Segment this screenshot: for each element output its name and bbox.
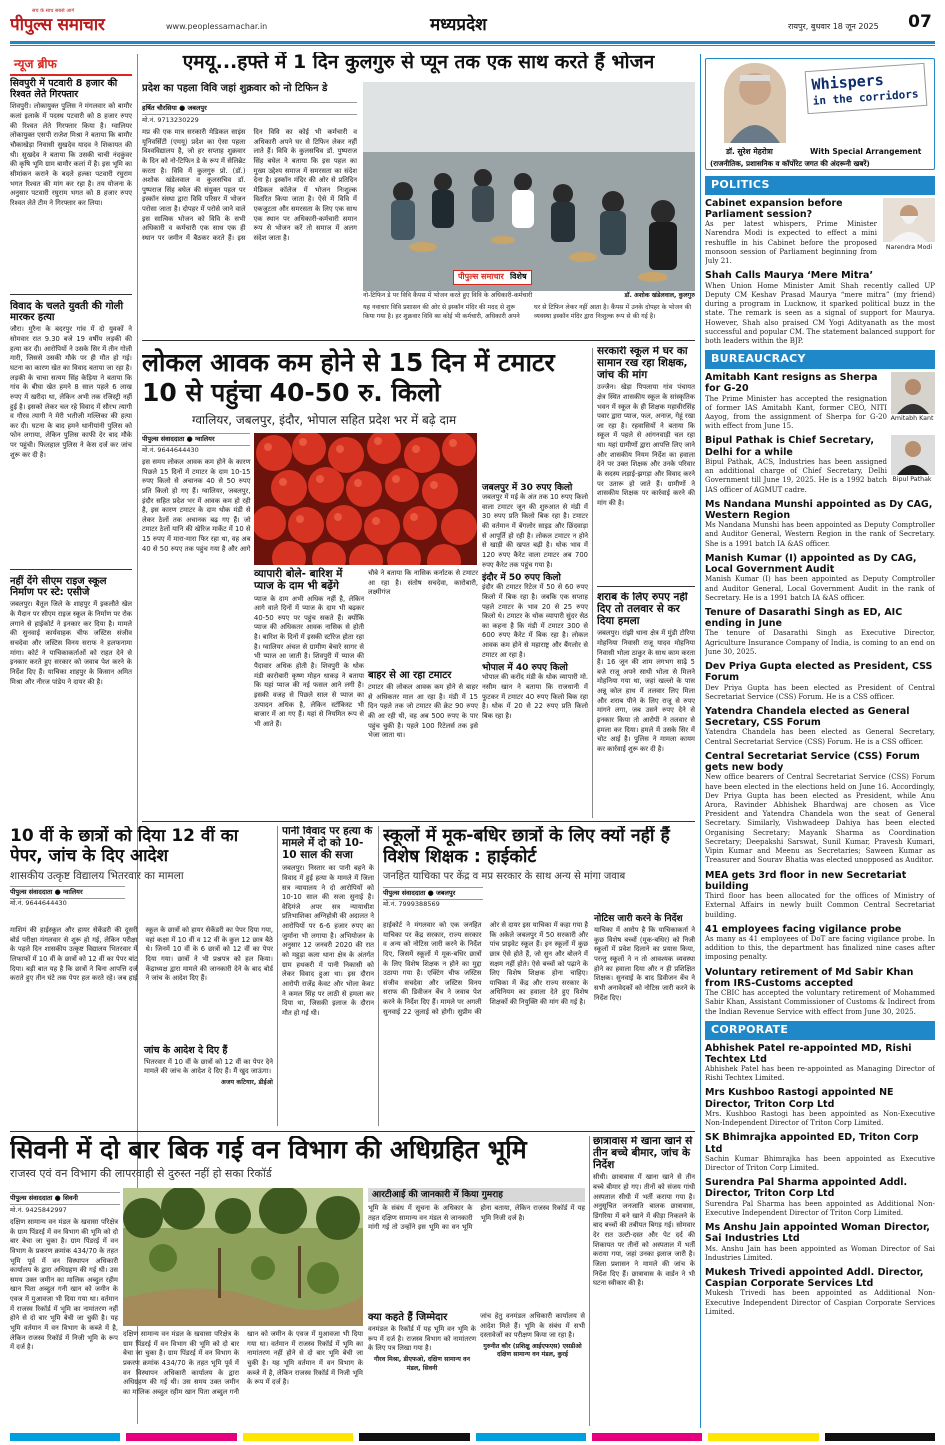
byline-name: पीपुल्स संवाददाता: [10, 887, 53, 896]
modi-portrait-illustration: [883, 198, 935, 242]
order-headline: जांच के आदेश दे दिए हैं: [144, 1045, 228, 1056]
politics-body: When Union Home Minister Amit Shah recently called UP Deputy CM Keshav Prasad Maurya “mere mitra” (my friend) during a program in Lucknow, it sparked political buzz in the state. The remark is seen as a signal of support for Maurya. However, Shah also praised CM Yogi Adityanath as the most successful and popular CM. The statement balanced support for both leaders within the BJP.: [705, 281, 935, 346]
forest-land-illustration: [123, 1188, 363, 1326]
bhumi-quote-by: गुरुनीत कौर (प्रशिक्षु आईएफएस) एसडीओ दक्षिण सामान्य वन मंडल, कुरई: [483, 1342, 582, 1359]
trader-body: प्याज के दाम अभी अधिक नहीं है, लेकिन आगे वाले दिनों में प्याज के दाम भी बढ़कर 40-50 रुपए पर पहुंच सकते हैं। क्योंकि प्याज की अधिकतर आवक नासिक से होती है। बारिश के दिनों में इसकी स्टॉरेज होता रहा है। ग्वालियर अंचल से ग्रामीण बेचारे सागर से भी प्याज आ जाती है। शिवपुरी में प्याज की पैदावार अधिक होती है। शिवपुरी के थोक मंडी कारोबारी कृष्ण मोहन धाकड़ ने बताया कि यहां प्याज की नई फसल आने लगी है। इसकी वजह से पिछले साल से प्याज का उत्पादन अधिक है, लेकिन स्टॉकिस्ट भी बाजार में आ गए हैं। यहां से नियमित रूप से भी आते हैं।: [254, 594, 364, 728]
masthead-logo: पीपुल्स समाचार: [10, 15, 105, 35]
bureaucracy-headline: Manish Kumar (I) appointed as Dy CAG, Local Government Audit: [705, 552, 917, 576]
whispers-subtitle: in the corridors: [812, 87, 919, 108]
jabalpur-body: जबलपुर में मई के अंत तक 10 रुपए किलो वाला टमाटर जून की शुरुआत से मंडी में 30 रुपए प्रति किलो बिक रहा है। टमाटर की वर्तमान में बेंगलोर साइड और छिंदवाड़ा से आपूर्ति हो रही है। लोकल टमाटर न होने से खाड़ी की खपत बढ़ी है। थोक भाव में 120 रुपए कैरेट वाला टमाटर अब 700 रुपए कैरेट तक पहुंच गया है।: [482, 493, 588, 569]
indore-body: इंदौर की टमाटर रिटेल में 50 से 60 रुपए किलो में बिक रहा है। जबकि एक सप्ताह पहले टमाटर के भाव 20 से 25 रुपए किलो थे। टमाटर के थोक व्यापारी सुंदर सेठ का कहना है कि मंडी में टमाटर 300 से 600 रुपए कैरेट में बिक रहा है। लोकल आवक कम होने से महाराष्ट्र और बैंगलोर से टमाटर आ रहा है।: [482, 583, 588, 659]
bhopal-headline: भोपाल में 40 रुपए किलो: [482, 663, 568, 674]
brief-body: शिवपुरी। लोकायुक्त पुलिस ने मंगलवार को बामौर कलां इलाके में पदस्थ पटवारी को 8 हजार रुपए की रिश्वत लेते गिरफ्तार किया है। ग्वालियर लोकायुक्त एसपी राजेश मिश्रा ने बताया कि बामौर चौकाखेड़ा निवासी सुखदेव यादव ने शिकायत की थी। सुखदेव ने बताया कि उसकी चाची नंदकुंवर की कृषि भूमि ग्राम बामौर कलां में है। इस भूमि का सीमांकन कराने के बदले हल्का पटवारी रघुराम भगत रिश्वत की मांग कर रहा है। तय योजना के अनुसार पटवारी रघुराम भगत को 8 हजार रुपए रिश्वत लेते टीम ने गिरफ्तार कर लिया।: [10, 102, 132, 207]
kant-photo: [891, 372, 935, 414]
pathak-photo: [891, 435, 935, 475]
bureaucracy-body: New office bearers of Central Secretariat Service (CSS) Forum have been elected in the elections held on June 16. Accordingly, Dev Priya Gupta has been elected as President, while Anu Arora, Ravinder Abhishek Bhardwaj are chosen as Vice President and Yatendra Chandela won the seat of General Secretary. Similarly, Vishwadeep Dahiya has been elected Organising Secretary; Mayank Sharma as Coordination Secretary; Deepakshi Sarswat, Sunil Kumar, Pravesh Kumari, Vipin Kumar and Meenu as Secretaries; Saween Kumar as Treasurer and Sourav Bhatia was elected unopposed as Auditor.: [705, 773, 935, 865]
bureaucracy-headline: 41 employees facing vigilance probe: [705, 923, 902, 935]
kya-box: [368, 1312, 476, 1428]
visesh-logo: पीपुल्स समाचार: [458, 272, 504, 281]
order-body: भितरवार में 10 वीं के छात्रों को 12 वीं का पेपर देने मामले की जांच के आदेश दे दिए हैं। मैं खुद जाऊंगा।: [144, 1057, 273, 1076]
bhumi-body-continued: दक्षिण सामान्य वन मंडल के खवासा परिक्षेत्र के ग्राम पिंडरई में वन विभाग की भूमि को दो बार बेचा जा चुका है। ग्राम पिंडरई में वन विभाग के प्रकरण क्रमांक 434/70 के तहत भूमि पूर्व में वन विस्थापन अधिकारी कार्यालय के द्वारा अधिग्रहण की गई थी। उस समय उक्त जमीन का मालिक अब्दुल रहीम खान पिता अब्दुल गनी खान को जमीन के एवज में मुआवजा भी दिया गया था। वर्तमान में राजस्व रिकॉर्ड में भूमि का नामांतरण नहीं होने से दो बार भूमि बेची जा चुकी है। यह भूमि वर्तमान में वन विभाग के कब्जे में है, लेकिन राजस्व रिकॉर्ड में निजी भूमि के रूप में दर्ज है।: [123, 1330, 363, 1396]
exam-byline: पीपुल्स संवाददाता ● ग्वालियर: [10, 886, 125, 899]
bhojan-mobile: मो.नं. 9713230229: [142, 116, 199, 124]
byline-location: ग्वालियर: [194, 435, 215, 443]
bureaucracy-headline: MEA gets 3rd floor in new Secretariat building: [705, 869, 907, 892]
brief-item: [10, 301, 132, 460]
corporate-body: Ms. Anshu Jain has been appointed as Woman Director of Sai Industries Limited.: [705, 1244, 935, 1262]
arrangement-label: With Special Arrangement: [810, 147, 922, 156]
bureaucracy-body: Third floor has been allocated for the offices of Ministry of External Affairs in newly built Common Central Secretariat building.: [705, 892, 935, 919]
whispers-header: [705, 58, 935, 170]
quote-text: यह नवाचार विवि प्रशासन की ओर से इस्कॉन मंदिर की मदद से शुरू किया गया है। हर शुक्रवार विवि का कोई भी कर्मचारी, अधिकारी अपने घर से टिफिन लेकर नहीं आता है। कैंपस में उनके दोपहर के भोजन की व्यवस्था इस्कॉन मंदिर द्वारा निःशुल्क रूप से की गई है।: [363, 304, 692, 320]
pathak-caption: Bipul Pathak: [892, 476, 932, 484]
masthead-tagline: सच के साथ सबसे आगे: [32, 8, 75, 14]
corporate-headline: Mrs Kushboo Rastogi appointed NE Director, Triton Corp Ltd: [705, 1087, 894, 1110]
divyang-headline: स्कूलों में मूक-बधिर छात्रों के लिए क्यों नहीं हैं विशेष शिक्षक : हाईकोर्ट: [383, 826, 670, 867]
visesh-label: विशेष: [509, 272, 527, 281]
bureaucracy-item: [705, 372, 935, 431]
divyang-byline: पीपुल्स संवाददाता ● जबलपुर: [383, 887, 483, 900]
bhumi-body: दक्षिण सामान्य वन मंडल के खवासा परिक्षेत्र के ग्राम पिंडरई में वन विभाग की भूमि को दो बार बेचा जा चुका है। ग्राम पिंडरई में वन विभाग के प्रकरण क्रमांक 434/70 के तहत भूमि पूर्व में वन विस्थापन अधिकारी कार्यालय के द्वारा अधिग्रहण की गई थी। उस समय उक्त जमीन का मालिक अब्दुल रहीम खान पिता अब्दुल गनी खान को जमीन के एवज में मुआवजा भी दिया गया था। वर्तमान में राजस्व रिकॉर्ड में भूमि का नामांतरण नहीं होने से दो बार भूमि बेची जा चुकी है। यह भूमि वर्तमान में वन विभाग के कब्जे में है, लेकिन राजस्व रिकॉर्ड में निजी भूमि के रूप में दर्ज है।: [10, 1218, 118, 1352]
bureaucracy-body: Yatendra Chandela has been elected as General Secretary, Central Secretariat Service (CSS) Forum. He is a CSS officer.: [705, 728, 935, 746]
exam-subhead: शासकीय उत्कृष्ट विद्यालय भितरवार का मामला: [10, 869, 184, 882]
people-eating-illustration: [363, 82, 695, 291]
brief-body: जबलपुर। बैतूल जिले के शाहपुर में इकलौते खेल के मैदान पर सीएम राइज स्कूल के निर्माण पर रोक लगाने से हाईकोर्ट ने इनकार कर दिया है। मामले की सुनवाई कार्यवाहक चीफ जस्टिस संजीव सचदेवा और जस्टिस विनय सराफ ने हलफनामा मांगा। कोर्ट ने याचिकाकर्ताओं को राहत देने से इनकार करते हुए सरकार को जवाब पेश करने के निर्देश दिए हैं। याचिका शाहपुर के किसान अमित मिश्रा और नीरज पांडेय ने दायर की है।: [10, 600, 132, 686]
tomato-photo: [254, 433, 477, 565]
indore-headline: इंदौर में 50 रुपए किलो: [482, 573, 561, 584]
bureaucracy-headline: Dev Priya Gupta elected as President, CSS Forum: [705, 661, 933, 684]
byline-location: जबलपुर: [435, 888, 456, 897]
bhumi-quote: जांच हेतु वनमंडल अधिकारी कार्यालय से आदेश मिले हैं। भूमि के संबंध में सभी दस्तावेजों का परीक्षण किया जा रहा है।: [480, 1312, 585, 1340]
exam-body: माशिमं की हाईस्कूल और हायर सेकेंडरी की दूसरी बोर्ड परीक्षा मंगलवार से शुरू हो गई, लेकिन परीक्षा के पहले दिन शासकीय उत्कृष्ट विद्यालय भितरवार में लिफाफों में 10 वीं के छात्रों को 12 वीं का पेपर बांट दिया। बड़ी बात यह है कि छात्रों ने बिना आपत्ति दर्ज कराते हुए तीन घंटे तक पेपर हल करते रहे। जब हाई स्कूल के छात्रों को हायर सेकेंडरी का पेपर दिया गया, वहां कक्षा में 10 वीं व 12 वीं के कुल 12 छात्र बैठे थे। जिनमें 10 वीं के 6 छात्रों को 12 वीं का पेपर दिया गया। छात्रों ने भी प्रश्नपत्र को हल किया। केंद्राध्यक्ष द्वारा मामले की जानकारी देने के बाद बोर्ड ने जांच के आदेश दिए हैं।: [10, 926, 273, 983]
page-number: 07: [905, 8, 935, 36]
whispers-title: Whispers: [810, 70, 885, 94]
politics-header: POLITICS: [705, 176, 935, 195]
bahar-headline: बाहर से आ रहा टमाटर: [368, 670, 452, 681]
whispers-column: [705, 58, 935, 1430]
bureaucracy-headline: Central Secretariat Service (CSS) Forum gets new body: [705, 750, 920, 774]
hostel-body: सीधी। छात्रावास में खाना खाने से तीन बच्चे बीमार हो गए। तीनों को संजय गांधी अस्पताल सीधी में भर्ती कराया गया है। अनुसूचित जनजाति बालक छात्रावास, डिंगरिया में बने खाने में कीड़ा निकलने के बाद बच्चों की तबीयत बिगड़ गई। सोमवार देर रात उल्टी-दस्त और पेट दर्द की शिकायत पर तीनों को अस्पताल में भर्ती कराया गया, जहां उनका इलाज जारी है। जिला प्रशासन ने मामले की जांच के निर्देश दिए हैं। छात्रावास के वार्डन ने भी घटना स्वीकार की है।: [593, 1173, 695, 1288]
tamatar-byline: पीपुल्स संवाददाता ● ग्वालियर: [142, 433, 250, 446]
brief-body: जौरा। मुरैना के बदरपुर गांव में दो युवकों ने सोमवार रात 9.30 बजे 19 वर्षीय लड़की की हत्या कर दी। आरोपियों ने उसके सिर में तीन गोली मारी, जिससे उसकी मौके पर ही मौत हो गई। घटना का कारण खेत का विवाद बताया जा रहा है। लड़की के चाचा सत्यम सिंह केड़िया ने बताया कि गांव के बीघा खेत हमने 8 साल पहले 6 लाख रुपए में खरीदा था, लेकिन अभी तक रजिस्ट्री नहीं हुई है। इसको लेकर चल रहे विवाद में सौरभ त्यागी व गौरव त्यागी ने मेरी भतीजी मल्लिका की हत्या कर दी। घटना के बाद हमने थानीयांनी पुलिस को फोन लगाया, लेकिन पुलिस काफी देर बाद मौके पर पहुंची। फिलहाल पुलिस ने केस दर्ज कर जांच शुरू कर दी है।: [10, 325, 132, 459]
hostel-story: [593, 1136, 695, 1428]
modi-photo: [883, 198, 935, 242]
bureaucracy-body: Ms Nandana Munshi has been appointed as Deputy Comptroller and Auditor General, Western Region in the rank of Secretary. She is a 1991 batch IA &AS officer.: [705, 521, 935, 548]
bhojan-byline: हर्षित चौरसिया ● जबलपुर: [142, 102, 357, 115]
trader-headline: व्यापारी बोले- बारिश में प्याज के दाम भी बढ़ेंगे: [254, 568, 343, 592]
bhojan-photo: [363, 82, 695, 291]
news-brief: [10, 54, 132, 864]
bhojan-headline: एमयू...हफ्ते में 1 दिन कुलगुरु से प्यून तक एक साथ करते हैं भोजन: [182, 52, 655, 73]
bhumi-quote-box: [480, 1312, 585, 1428]
bhojan-photo-caption: नो-टिफिन डे पर विवि कैंपस में भोजन करते हुए विवि के अधिकारी-कर्मचारी: [363, 292, 533, 299]
tomatoes-illustration: [254, 433, 477, 565]
kya-by: गौरव मिश्रा, डीएफओ, दक्षिण सामान्य वन मंडल, सिवनी: [373, 1356, 471, 1372]
murder-body: जबलपुर। निस्तार का पानी बहने के विवाद में हुई हत्या के मामले में जिला सत्र न्यायालय ने दो आरोपियों को 10-10 साल की सजा सुनाई है। वेदिमंजे अपर सत्र न्यायाधीश प्रतिभाशिका अग्निहोत्री की अदालत ने आरोपियों पर 6-6 हजार रुपए का जुर्माना भी लगाया है। अभियोजन के अनुसार 12 जनवरी 2020 की रात को महुड़ा कला थाना क्षेत्र के अंतर्गत ग्राम हथकरी में पानी निकासी को लेकर विवाद हुआ था। इस दौरान आरोपी राजेंद्र केवट और भोला केवट ने कमल सिंह पर लाठी से हमला कर दिया था, जिसकी इलाज के दौरान मौत हो गई थी।: [282, 864, 374, 1017]
whispers-logo: [805, 63, 928, 114]
notice-headline: नोटिस जारी करने के निर्देश: [594, 914, 683, 924]
order-by: अजय कटियार, डीईओ: [221, 1078, 273, 1086]
school-story: [597, 346, 695, 582]
kya-headline: क्या कहते हैं जिम्मेदार: [368, 1312, 448, 1323]
kant-portrait-illustration: [891, 372, 935, 414]
exam-order-box: [144, 1046, 273, 1128]
forest-photo: [123, 1188, 363, 1326]
tamatar-mobile: मो.नं. 9644644430: [142, 446, 199, 454]
bureaucracy-headline: Amitabh Kant resigns as Sherpa for G-20: [705, 372, 878, 395]
modi-caption: Narendra Modi: [885, 243, 933, 251]
news-brief-title: न्यूज ब्रीफ: [10, 54, 132, 76]
politics-item: [705, 198, 935, 267]
sharab-body: जबलपुर। रांझी थाना क्षेत्र में मुंडी टोरिया मोहनिया निवासी राजू यादव मोहनिया निवासी भोला ठाकुर के साथ काम करता है। 16 जून की शाम लगभग साढ़े 5 बजे राजू अपने साथी भोला से मिलने मोहनिया गया था, जहां खल्लो के पास अन्नू कोल हाथ में तलवार लिए मिला और शराब पीने के लिए राजू से रुपए मांगने लगा, जब उसने रुपए देने से इनकार किया तो आरोपी ने तलवार से हमला कर दिया। हमले में उसके सिर में चोट आई है। पुलिस ने मामला कायम कर कार्रवाई शुरू कर दी है।: [597, 629, 695, 753]
bureaucracy-headline: Yatendra Chandela elected as General Secretary, CSS Forum: [705, 706, 910, 729]
byline-name: पीपुल्स संवाददाता: [10, 1194, 53, 1202]
sharab-story: [597, 592, 695, 817]
bureaucracy-headline: Ms Nandana Munshi appointed as Dy CAG, Western Region: [705, 498, 933, 521]
kant-caption: Amitabh Kant: [890, 415, 934, 423]
rti-headline: आरटीआई की जानकारी में किया गुमराह: [368, 1188, 585, 1202]
corporate-body: Sachin Kumar Bhimrajka has been appointed as Executive Director of Triton Corp Limited.: [705, 1154, 935, 1172]
bureaucracy-body: Manish Kumar (I) has been appointed as Deputy Comptroller and Auditor General, Local Government Audit in the rank of Secretary. He is a 1991 batch IA &AS officer.: [705, 575, 935, 602]
brief-headline: सिवपुरी में पटवारी 8 हजार की रिश्वत लेते गिरफ्तार: [10, 78, 118, 100]
corporate-headline: Mukesh Trivedi appointed Addl. Director, Caspian Corporate Services Ltd: [705, 1266, 924, 1290]
bureaucracy-headline: Voluntary retirement of Md Sabir Khan from IRS-Customs accepted: [705, 966, 914, 989]
bhumi-subhead: राजस्व एवं वन विभाग की लापरवाही से दुरुस्त नहीं हो सका रिकॉर्ड: [10, 1166, 272, 1180]
corporate-headline: Abhishek Patel re-appointed MD, Rishi Techtex Ltd: [705, 1042, 912, 1065]
trader-more: चौबे ने बताया कि नासिक कर्नाटक से टमाटर आ रहा है। संतोष सचदेवा, कारोबारी, लक्ष्मीगंज: [368, 569, 478, 597]
divyang-mobile: मो.नं. 7999388569: [383, 899, 440, 908]
visesh-badge: [453, 270, 532, 285]
tamatar-story: [142, 348, 588, 818]
bhojan-body: मप्र की एक मात्र सरकारी मेडिकल साइंस यूनिवर्सिटी (एमयू) प्रदेश का ऐसा पहला विश्वविद्यालय है, जो हर सप्ताह शुक्रवार के दिन को नो-टिफिन डे के रूप में सेलिब्रेट करता है। विवि में कुलगुरु प्रो. (डॉ.) अशोक खंडेलवाल व कुलसचिव डॉ. पुष्पराज सिंह बघेल की संयुक्त पहल पर इस्कॉन संस्था द्वारा विवि परिसर में भोजन परोसा जाता है। दोपहर में परोसे जाने वाले इस सात्विक भोजन को विवि के सभी अधिकारी व कर्मचारी एक साथ एक ही स्थान पर जमीन में बैठकर करते हैं। इस दिन विवि का कोई भी कर्मचारी व अधिकारी अपने घर से टिफिन लेकर नहीं लाते हैं। विवि के कुलसचिव डॉ. पुष्पराज सिंह बघेल ने बताया कि इस पहल का मुख्य उद्देश्य समाज में समरसता का संदेश देना है। इस्कॉन मंदिर की ओर से प्रतिदिन मेडिकल कॉलेज में भोजन निःशुल्क वितरित किया जाता है। ऐसे में विवि में एकजुटता और समरसता के लिए एक साथ एक स्थान पर अधिकारी-कर्मचारी समान रूप से भोजन करें तो समाज में अलग संदेश जाता है।: [142, 128, 357, 243]
section-title: मध्यप्रदेश: [430, 15, 487, 35]
bahar-box: [368, 670, 478, 760]
pathak-portrait-illustration: [891, 435, 935, 475]
byline-location: सिवनी: [62, 1194, 78, 1202]
sharab-headline: शराब के लिए रुपए नहीं दिए तो तलवार से कर दिया हमला: [597, 592, 688, 627]
notice-box: [594, 914, 695, 1128]
bhumi-story: [10, 1136, 585, 1428]
masthead: [10, 8, 935, 40]
color-registration-strip: [10, 1433, 935, 1441]
byline-location: जबलपुर: [187, 104, 207, 112]
bhumi-headline: सिवनी में दो बार बिक गई वन विभाग की अधिग्रहित भूमि: [10, 1136, 527, 1164]
tamatar-subhead: ग्वालियर, जबलपुर, इंदौर, भोपाल सहित प्रदेश भर में बढ़े दाम: [192, 413, 457, 427]
brief-headline: विवाद के चलते युवती की गोली मारकर हत्या: [10, 301, 124, 324]
bureaucracy-body: The Prime Minister has accepted the resignation of former IAS Amitabh Kant, former CEO, NITI Aayog, from the assignment of Sherpa for G-20 with effect from June 15.: [705, 394, 887, 431]
exam-mobile: मो.नं. 9644644430: [10, 899, 67, 908]
brief-headline: नहीं देंगे सीएम राइज स्कूल निर्माण पर स्टे: एसीजे: [10, 576, 107, 599]
author-portrait-illustration: [724, 63, 786, 143]
school-headline: सरकारी स्कूल में घर का सामान रख रहा शिक्षक, जांच की मांग: [597, 346, 688, 381]
bureaucracy-body: The CBIC has accepted the voluntary retirement of Mohammed Sabir Khan, Assistant Commissioner of Customs & Indirect from the Indian Revenue Service with effect from June 30, 2025.: [705, 989, 935, 1016]
corporate-headline: Surendra Pal Sharma appointed Addl. Director, Triton Corp Ltd: [705, 1177, 908, 1200]
murder-headline: पानी विवाद पर हत्या के मामले में दो को 10-10 साल की सजा: [282, 826, 373, 861]
bhumi-mobile: मो.नं. 9425842997: [10, 1206, 67, 1214]
byline-name: पीपुल्स संवाददाता: [142, 435, 185, 443]
bhumi-byline: पीपुल्स संवाददाता ● सिवनी: [10, 1192, 120, 1205]
school-body: उज्जैन। खेड़ा पिपलाया गांव पंचायत क्षेत्र स्थित शासकीय स्कूल के सांस्कृतिक भवन में स्कूल के ही शिक्षक महावीरसिंह पवार द्वारा प्याज, फल, अनाज, गेहूं रखा जा रहा है। रहवासियों ने बताया कि स्कूल में पहले से आंगनवाड़ी चल रहा था। यहां ग्रामीणों द्वारा आपत्ति लिए जाने और शासकीय नियम निर्देश का हवाला देने पर उक्त शिक्षक और उनके परिवार के सदस्य लड़ाई-झगड़ा और विवाद करने पर उतारू हो जाते हैं। ग्रामीणों ने शासकीय शिक्षक पर कार्रवाई करने की मांग की है।: [597, 383, 695, 507]
bhojan-subhead: प्रदेश का पहला विवि जहां शुक्रवार को नो टिफिन डे: [142, 83, 328, 94]
bureaucracy-body: Dev Priya Gupta has been elected as President of Central Secretariat Service (CSS) Forum. He is a CSS officer.: [705, 683, 935, 701]
author-name: डॉ. सुरेश मेहरोत्रा: [726, 147, 773, 156]
trader-box-2: [368, 569, 478, 665]
city-prices: [482, 483, 588, 763]
bureaucracy-item: [705, 435, 935, 494]
byline-location: ग्वालियर: [62, 887, 83, 896]
tamatar-body: इस समय लोकल आवक कम होने के कारण पिछले 15 दिनों में टमाटर के दाम 10-15 रुपए किलो से अचानक 40 से 50 रुपए प्रति किलो हो गए हैं। ग्वालियर, जबलपुर, इंदौर सहित प्रदेश भर में आवक कम हो रही है, इस कारण टमाटर के दाम थोक मंडी से लेकर ठेलों तक अचानक बढ़ गए हैं। जो टमाटर ठेलों यानि की खेरिज मार्केट में 10 से 15 रुपए में मारा-मारा फिर रहा था, वह अब 40 से 50 रुपए तक पहुंच गया है और आगे: [142, 458, 251, 553]
notice-body: याचिका में आरोप है कि याचिकाकर्ता ने कुछ विशेष बच्चों (मूक-बधिर) को निजी स्कूलों में प्रवेश दिलाने का प्रयास किया, परन्तु स्कूलों ने न तो आवश्यक व्यवस्था होने का हवाला दिया और न ही प्रशिक्षित शिक्षक। सुनवाई के बाद डिवीजन बेंच ने सभी अनावेदकों को नोटिस जारी करने के निर्देश दिए।: [594, 926, 695, 1002]
byline-name: पीपुल्स संवाददाता: [383, 888, 426, 897]
whispers-tagline: (राजनीतिक, प्रशासनिक व कॉर्पोरेट जगत की अंदरूनी खबरें): [710, 159, 870, 168]
byline-name: हर्षित चौरसिया: [142, 104, 177, 112]
brief-item: [10, 576, 132, 687]
murder-story: [282, 826, 374, 1128]
exam-headline: 10 वीं के छात्रों को दिया 12 वीं का पेपर, जांच के दिए आदेश: [10, 826, 239, 867]
trader-box: [254, 569, 364, 755]
jabalpur-headline: जबलपुर में 30 रुपए किलो: [482, 483, 573, 493]
bureaucracy-header: BUREAUCRACY: [705, 350, 935, 369]
corporate-body: Abhishek Patel has been re-appointed as Managing Director of Rishi Techtex Limited.: [705, 1065, 935, 1083]
masthead-url[interactable]: www.peoplessamachar.in: [166, 22, 268, 31]
rti-box: [368, 1188, 585, 1308]
bureaucracy-body: The tenure of Dasarathi Singh as Executive Director, Agriculture Insurance Company of India, is coming to an end on June 30, 2025.: [705, 629, 935, 656]
bureaucracy-body: As many as 41 employees of DoT are facing vigilance probe. In addition to this, the department has finalized nine cases after imposing penalty.: [705, 934, 935, 962]
exam-story: [10, 826, 273, 1128]
bhojan-story: [142, 52, 695, 336]
tamatar-headline: लोकल आवक कम होने से 15 दिन में टमाटर 10 से पहुंचा 40-50 रु. किलो: [142, 348, 555, 407]
divyang-subhead: जनहित याचिका पर केंद्र व मप्र सरकार के साथ अन्य से मांगा जवाब: [383, 871, 626, 882]
divyang-story: [383, 826, 695, 1128]
kya-body: वनमंडल के रिकॉर्ड में यह भूमि वन भूमि के रूप में दर्ज है। राजस्व विभाग को नामांतरण के लिए पत्र लिखा गया है।: [368, 1325, 476, 1353]
corporate-body: Surendra Pal Sharma has been appointed as Additional Non-Executive Independent Director of Triton Corp Limited.: [705, 1199, 935, 1217]
bhopal-body: भोपाल की करोंद मंडी के थोक व्यापारी मो. नसीम खान ने बताया कि राजधानी में फुटकर में टमाटर 40 रुपए किलो बिक रहा है। थोक में 20 से 22 रुपए प्रति किलो बिक रहा है।: [482, 673, 588, 721]
author-photo: [724, 63, 786, 143]
divyang-body: हाईकोर्ट ने मंगलवार को एक जनहित याचिका पर केंद्र सरकार, राज्य सरकार व अन्य को नोटिस जारी करने के निर्देश दिए, जिसमें स्कूलों में मूक-बधिर छात्रों के लिए विशेष शिक्षक न होने का मुद्दा उठाया गया है। एक्टिंग चीफ जस्टिस संजीव सचदेवा और जस्टिस विनय सराफ की डिवीजन बेंच ने जवाब पेश करने के निर्देश दिए हैं। मामले पर अगली सुनवाई 22 जुलाई को होगी। सुप्रीम की ओर से दायर इस याचिका में कहा गया है कि अकेले जबलपुर में 50 सरकारी और पांच प्राइवेट स्कूल हैं। इन स्कूलों में कुछ छात्र ऐसे होते हैं, जो सुन और बोलने में सक्षम नहीं होते। ऐसे बच्चों को पढ़ाने के लिए विशेष शिक्षक होना चाहिए। याचिका में केंद्र और राज्य सरकार के अधिनियम का हवाला देते हुए विशेष शिक्षकों की नियुक्ति की मांग की गई है।: [383, 921, 588, 1016]
politics-body: As per latest whispers, Prime Minister Narendra Modi is expected to effect a mini reshuffle in his Cabinet before the proposed monsoon session of Parliament beginning from July 21.: [705, 220, 877, 266]
corporate-headline: Ms Anshu Jain appointed Woman Director, Sai Industries Ltd: [705, 1222, 930, 1245]
dateline: रायपुर, बुधवार 18 जून 2025: [788, 22, 879, 31]
politics-headline: Cabinet expansion before Parliament session?: [705, 197, 843, 221]
bhojan-quote-by: डॉ. अशोक खंडेलवाल, कुलगुरु: [624, 292, 695, 299]
bureaucracy-body: Bipul Pathak, ACS, Industries has been assigned an additional charge of Chief Secretary, Delhi Government till June 19, 2025. He is a 1992 batch IAS officer of AGMUT cadre.: [705, 457, 887, 494]
rti-body: भूमि के संबंध में सूचना के अधिकार के तहत दक्षिण सामान्य वन मंडल से जानकारी मांगी गई तो उन्होंने इस भूमि का वन भूमि होना बताया, लेकिन राजस्व रिकॉर्ड में यह भूमि निजी दर्ज है।: [368, 1204, 585, 1232]
brief-item: [10, 79, 132, 208]
bhojan-quote: [363, 304, 695, 336]
bureaucracy-headline: Bipul Pathak is Chief Secretary, Delhi for a while: [705, 435, 874, 458]
corporate-header: CORPORATE: [705, 1021, 935, 1040]
corporate-body: Mrs. Kushboo Rastogi has been appointed as Non-Executive Non-Independent Director of Triton Corp Limited.: [705, 1109, 935, 1128]
politics-headline: Shah Calls Maurya ‘Mere Mitra’: [705, 270, 874, 282]
bahar-body: टमाटर की लोकल आवक कम होने से बाहर से अधिकतर माल आ रहा है। मंडी में 15 दिन पहले तक जो टमाटर की क्रेट 90 रुपए की आ रही थी, वह अब 500 रुपए के पार पहुंच चुकी है। पहले 100 रिटेलर्स तक इसे भेजा जाता था।: [368, 683, 478, 740]
hostel-headline: छात्रावास में खाना खाने से तीन बच्चे बीमार, जांच के निर्देश: [593, 1136, 693, 1171]
corporate-headline: SK Bhimrajka appointed ED, Triton Corp Ltd: [705, 1132, 919, 1155]
corporate-body: Mukesh Trivedi has been appointed as Additional Non-Executive Independent Director of Caspian Corporate Services Limited.: [705, 1289, 935, 1316]
bureaucracy-headline: Tenure of Dasarathi Singh as ED, AIC ending in June: [705, 607, 903, 630]
